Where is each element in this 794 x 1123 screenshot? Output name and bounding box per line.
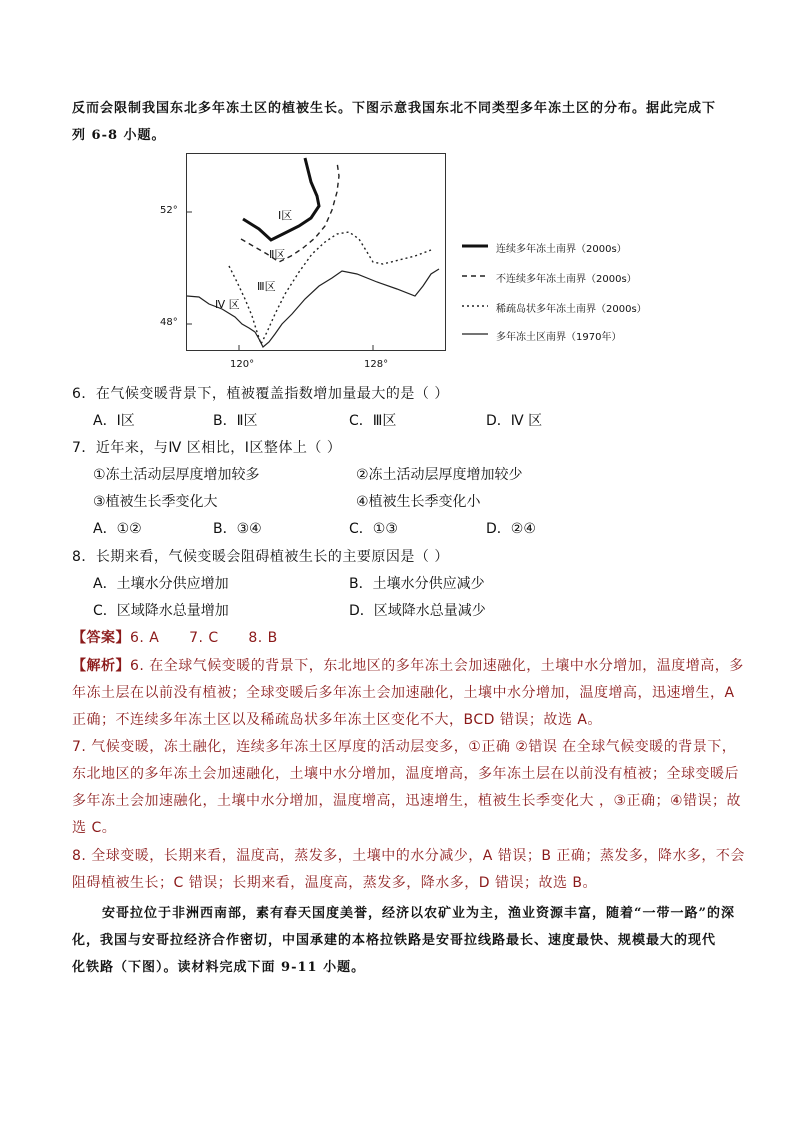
- map-svg: [187, 154, 445, 350]
- zone-label-4: Ⅳ 区: [215, 298, 240, 311]
- analysis-line-1: [72, 655, 744, 675]
- legend-continuous: 连续多年冻土南界（2000s）: [496, 244, 627, 255]
- question-7-option-a: A．①②: [93, 521, 142, 537]
- answer-text: 6. A 7. C 8. B: [130, 630, 278, 646]
- question-7-option-c: C．①③: [349, 521, 398, 537]
- question-6-option-d: D．Ⅳ 区: [486, 413, 543, 429]
- question-7-statement-2: ②冻土活动层厚度增加较少: [356, 467, 523, 483]
- question-7-option-b: B．③④: [213, 521, 262, 537]
- answer-tag: 【答案】: [72, 630, 130, 646]
- intro-line-2: 列 6-8 小题。: [72, 128, 166, 143]
- lon-label-120: 120°: [230, 359, 255, 370]
- analysis-line-8: 8. 全球变暖，长期来看，温度高，蒸发多，土壤中的水分减少，A 错误；B 正确；蒸发多，降水多，不会: [72, 848, 745, 864]
- intro-line-1: 反而会限制我国东北多年冻土区的植被生长。下图示意我国东北不同类型多年冻土区的分布。据此完成下: [72, 101, 717, 116]
- question-6-option-c: C．Ⅲ区: [349, 413, 397, 429]
- legend-symbols: [462, 240, 490, 340]
- question-8-option-d: D．区域降水总量减少: [349, 603, 486, 619]
- legend-1970: 多年冻土区南界（1970年）: [496, 332, 622, 343]
- question-8-option-b: B．土壤水分供应减少: [349, 576, 485, 592]
- question-7-stem: 7．近年来，与Ⅳ 区相比，Ⅰ区整体上（ ）: [72, 440, 342, 456]
- question-7-statement-3: ③植被生长季变化大: [93, 494, 218, 510]
- analysis-line-3: 正确；不连续多年冻土区以及稀疏岛状多年冻土区变化不大，BCD 错误；故选 A。: [72, 712, 602, 728]
- analysis-line-7: 选 C。: [72, 820, 117, 836]
- next-passage-line-3: 化铁路（下图）。读材料完成下面 9-11 小题。: [72, 960, 366, 975]
- zone-label-1: Ⅰ区: [278, 209, 293, 222]
- lat-label-48: 48°: [160, 317, 178, 328]
- legend-sparse-island: 稀疏岛状多年冻土南界（2000s）: [496, 304, 647, 315]
- lon-label-128: 128°: [364, 359, 389, 370]
- analysis-text-1: 6. 在全球气候变暖的背景下，东北地区的多年冻土会加速融化，土壤中水分增加，温度增高，多: [130, 658, 744, 674]
- lat-label-52: 52°: [160, 205, 178, 216]
- next-passage-line-2: 化，我国与安哥拉经济合作密切，中国承建的本格拉铁路是安哥拉线路最长、速度最快、规模最大的现代: [72, 933, 717, 948]
- next-passage-line-1: 安哥拉位于非洲西南部，素有春天国度美誉，经济以农矿业为主，渔业资源丰富，随着“一带一路”的深: [102, 906, 735, 921]
- zone-label-3: Ⅲ区: [257, 280, 276, 293]
- question-6-option-b: B．Ⅱ区: [213, 413, 258, 429]
- question-7-statement-1: ①冻土活动层厚度增加较多: [93, 467, 260, 483]
- analysis-line-9: 阻碍植被生长；C 错误；长期来看，温度高，蒸发多，降水多，D 错误；故选 B。: [72, 875, 598, 891]
- question-6-stem: 6．在气候变暖背景下，植被覆盖指数增加量最大的是（ ）: [72, 386, 449, 402]
- question-7-statement-4: ④植被生长季变化小: [356, 494, 481, 510]
- question-8-option-c: C．区域降水总量增加: [93, 603, 229, 619]
- analysis-line-2: 年冻土层在以前没有植被；全球变暖后多年冻土会加速融化，土壤中水分增加，温度增高，迅速增生，A: [72, 685, 735, 701]
- analysis-tag: 【解析】: [72, 658, 130, 674]
- question-7-option-d: D．②④: [486, 521, 536, 537]
- boundary-continuous: [243, 158, 319, 240]
- question-6-option-a: A．Ⅰ区: [93, 413, 135, 429]
- zone-label-2: Ⅱ区: [269, 248, 286, 261]
- answer-line: [72, 627, 278, 647]
- legend-discontinuous: 不连续多年冻土南界（2000s）: [496, 274, 637, 285]
- question-8-stem: 8．长期来看，气候变暖会阻碍植被生长的主要原因是（ ）: [72, 549, 449, 565]
- analysis-line-6: 多年冻土会加速融化，土壤中水分增加，温度增高，迅速增生，植被生长季变化大 ，③正确；④错误；故: [72, 793, 742, 809]
- question-8-option-a: A．土壤水分供应增加: [93, 576, 229, 592]
- analysis-line-5: 东北地区的多年冻土会加速融化，土壤中水分增加，温度增高，多年冻土层在以前没有植被；全球变暖后: [72, 766, 739, 782]
- analysis-line-4: 7. 气候变暖，冻土融化，连续多年冻土区厚度的活动层变多，①正确 ②错误 在全球气候变暖的背景下，: [72, 739, 737, 755]
- permafrost-map: [186, 153, 446, 351]
